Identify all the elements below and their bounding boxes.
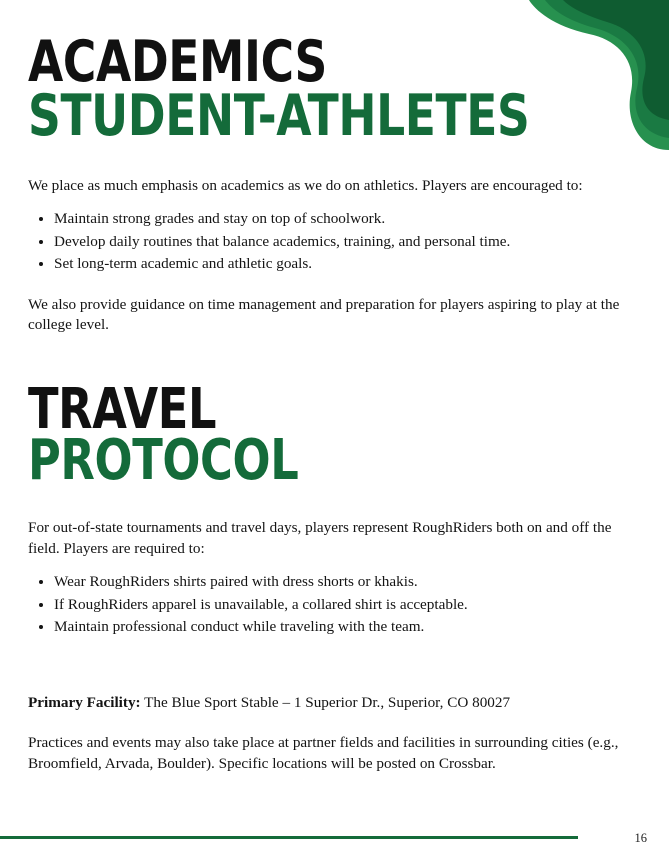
facility-label: Primary Facility:: [28, 693, 141, 711]
page-content: [28, 29, 640, 774]
heading-line-2: PROTOCOL: [28, 428, 299, 494]
section-academics: [28, 29, 640, 336]
page-number: 16: [634, 831, 647, 845]
list-item: • If RoughRiders apparel is unavailable, a collared shirt is acceptable.: [54, 595, 640, 616]
section-heading: [28, 29, 640, 150]
facility-block: [28, 693, 640, 775]
list-item: • Wear RoughRiders shirts paired with dress shorts or khakis.: [54, 572, 640, 593]
heading-line-1: TRAVEL: [28, 376, 217, 442]
heading-line-2: STUDENT-ATHLETES: [28, 83, 530, 150]
academics-bullet-list: [28, 209, 640, 275]
list-item: • Maintain professional conduct while traveling with the team.: [54, 617, 640, 638]
academics-closing-paragraph: We also provide guidance on time management and preparation for players aspiring to play at the college level.: [28, 295, 620, 334]
list-item: • Set long-term academic and athletic goals.: [54, 254, 640, 275]
facility-note: Practices and events may also take place at partner fields and facilities in surrounding cities (e.g., Broomfield, Arvada, Boulder). Specific locations will be posted on Crossbar.: [28, 734, 619, 772]
section-heading: [28, 376, 640, 494]
facility-line: [28, 693, 640, 714]
heading-line-1: ACADEMICS: [28, 29, 327, 95]
academics-intro-paragraph: We place as much emphasis on academics as we do on athletics. Players are encouraged to:: [28, 176, 583, 194]
footer-divider: [0, 836, 578, 839]
list-item: • Develop daily routines that balance academics, training, and personal time.: [54, 232, 640, 253]
facility-value: The Blue Sport Stable – 1 Superior Dr., Superior, CO 80027: [140, 693, 511, 711]
section-travel: [28, 376, 640, 638]
list-item: • Maintain strong grades and stay on top of schoolwork.: [54, 209, 640, 230]
travel-bullet-list: [28, 572, 640, 638]
travel-intro-paragraph: For out-of-state tournaments and travel days, players represent RoughRiders both on and off the field. Players are required to:: [28, 519, 612, 557]
